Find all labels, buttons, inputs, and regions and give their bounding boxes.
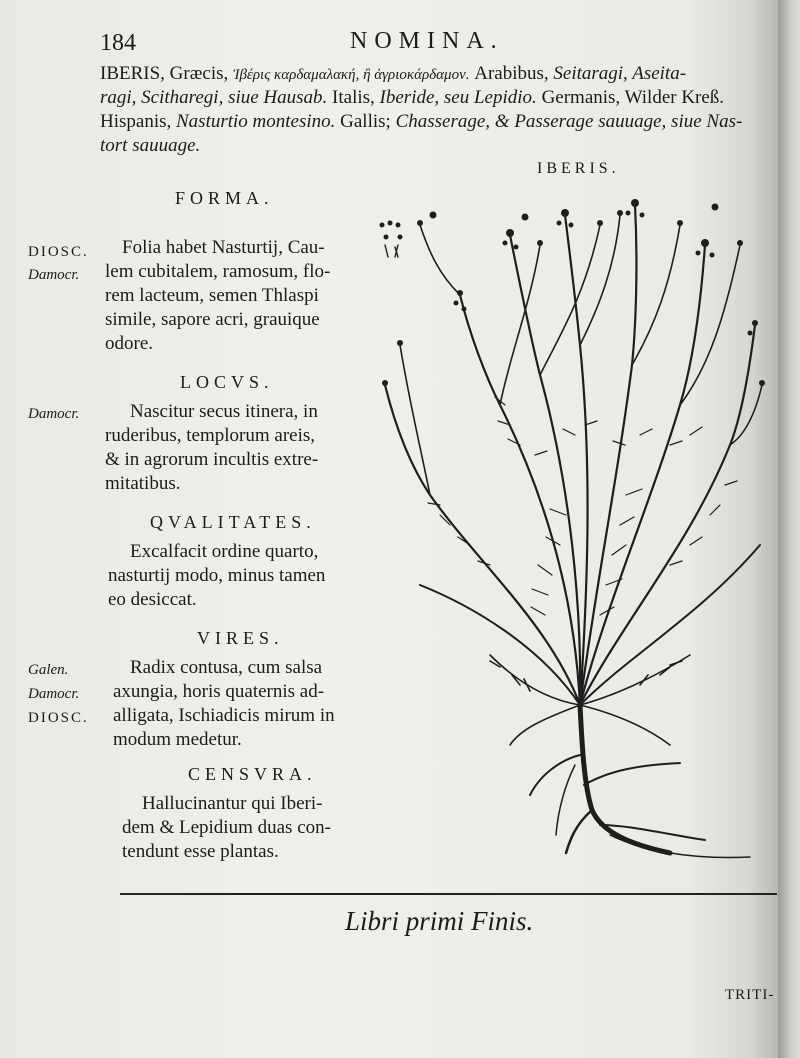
section-heading-vires: VIRES. — [197, 628, 284, 648]
figure-label: IBERIS. — [537, 160, 620, 177]
forma-line: simile, sapore acri, grauique — [105, 309, 320, 330]
page-number: 184 — [100, 30, 136, 56]
running-head: NOMINA. — [350, 28, 504, 54]
margin-note: DIOSC. — [28, 710, 89, 726]
forma-line: Folia habet Nasturtij, Cau- — [122, 237, 325, 258]
book-gutter — [778, 0, 800, 1058]
forma-line: rem lacteum, semen Thlaspi — [105, 285, 319, 306]
locus-line: ruderibus, templorum areis, — [105, 425, 316, 446]
section-heading-locus: LOCVS. — [180, 372, 274, 392]
intro-line-4: tort sauuage. — [100, 135, 201, 156]
intro-line-3: Hispanis, Nasturtio montesino. Gallis; Chasserage, & Passerage sauuage, siue Nas- — [100, 111, 743, 132]
section-heading-qualitates: QVALITATES. — [150, 512, 316, 532]
margin-note: Damocr. — [28, 686, 80, 702]
intro-line-1: IBERIS, Græcis, Ἰβέρις καρδαμαλακή, ἢ ἀγριοκάρδαμον. Arabibus, Seitaragi, Aseita- — [100, 63, 687, 84]
qualitates-line: nasturtij modo, minus tamen — [108, 565, 326, 586]
censura-line: dem & Lepidium duas con- — [122, 817, 331, 838]
vires-line: modum medetur. — [113, 729, 242, 750]
forma-line: lem cubitalem, ramosum, flo- — [105, 261, 331, 282]
margin-note: Galen. — [28, 662, 69, 678]
margin-note: Damocr. — [28, 406, 80, 422]
locus-line: & in agrorum incultis extre- — [105, 449, 319, 470]
margin-note: DIOSC. — [28, 244, 89, 260]
locus-line: Nascitur secus itinera, in — [130, 401, 318, 422]
book-end-title: Libri primi Finis. — [345, 906, 534, 936]
iberis-woodcut-illustration — [370, 185, 770, 865]
censura-line: tendunt esse plantas. — [122, 841, 279, 862]
censura-line: Hallucinantur qui Iberi- — [142, 793, 323, 814]
section-heading-censura: CENSVRA. — [188, 764, 317, 784]
locus-line: mitatibus. — [105, 473, 181, 494]
qualitates-line: eo desiccat. — [108, 589, 197, 610]
qualitates-line: Excalfacit ordine quarto, — [130, 541, 319, 562]
section-heading-forma: FORMA. — [175, 188, 274, 208]
vires-line: alligata, Ischiadicis mirum in — [113, 705, 335, 726]
intro-line-2: ragi, Scitharegi, siue Hausab. Italis, Iberide, seu Lepidio. Germanis, Wilder Kreß. — [100, 87, 725, 108]
forma-line: odore. — [105, 333, 154, 354]
vires-line: axungia, horis quaternis ad- — [113, 681, 325, 702]
section-rule — [120, 893, 777, 895]
margin-note: Damocr. — [28, 267, 80, 283]
catchword: TRITI- — [725, 987, 775, 1003]
vires-line: Radix contusa, cum salsa — [130, 657, 323, 678]
